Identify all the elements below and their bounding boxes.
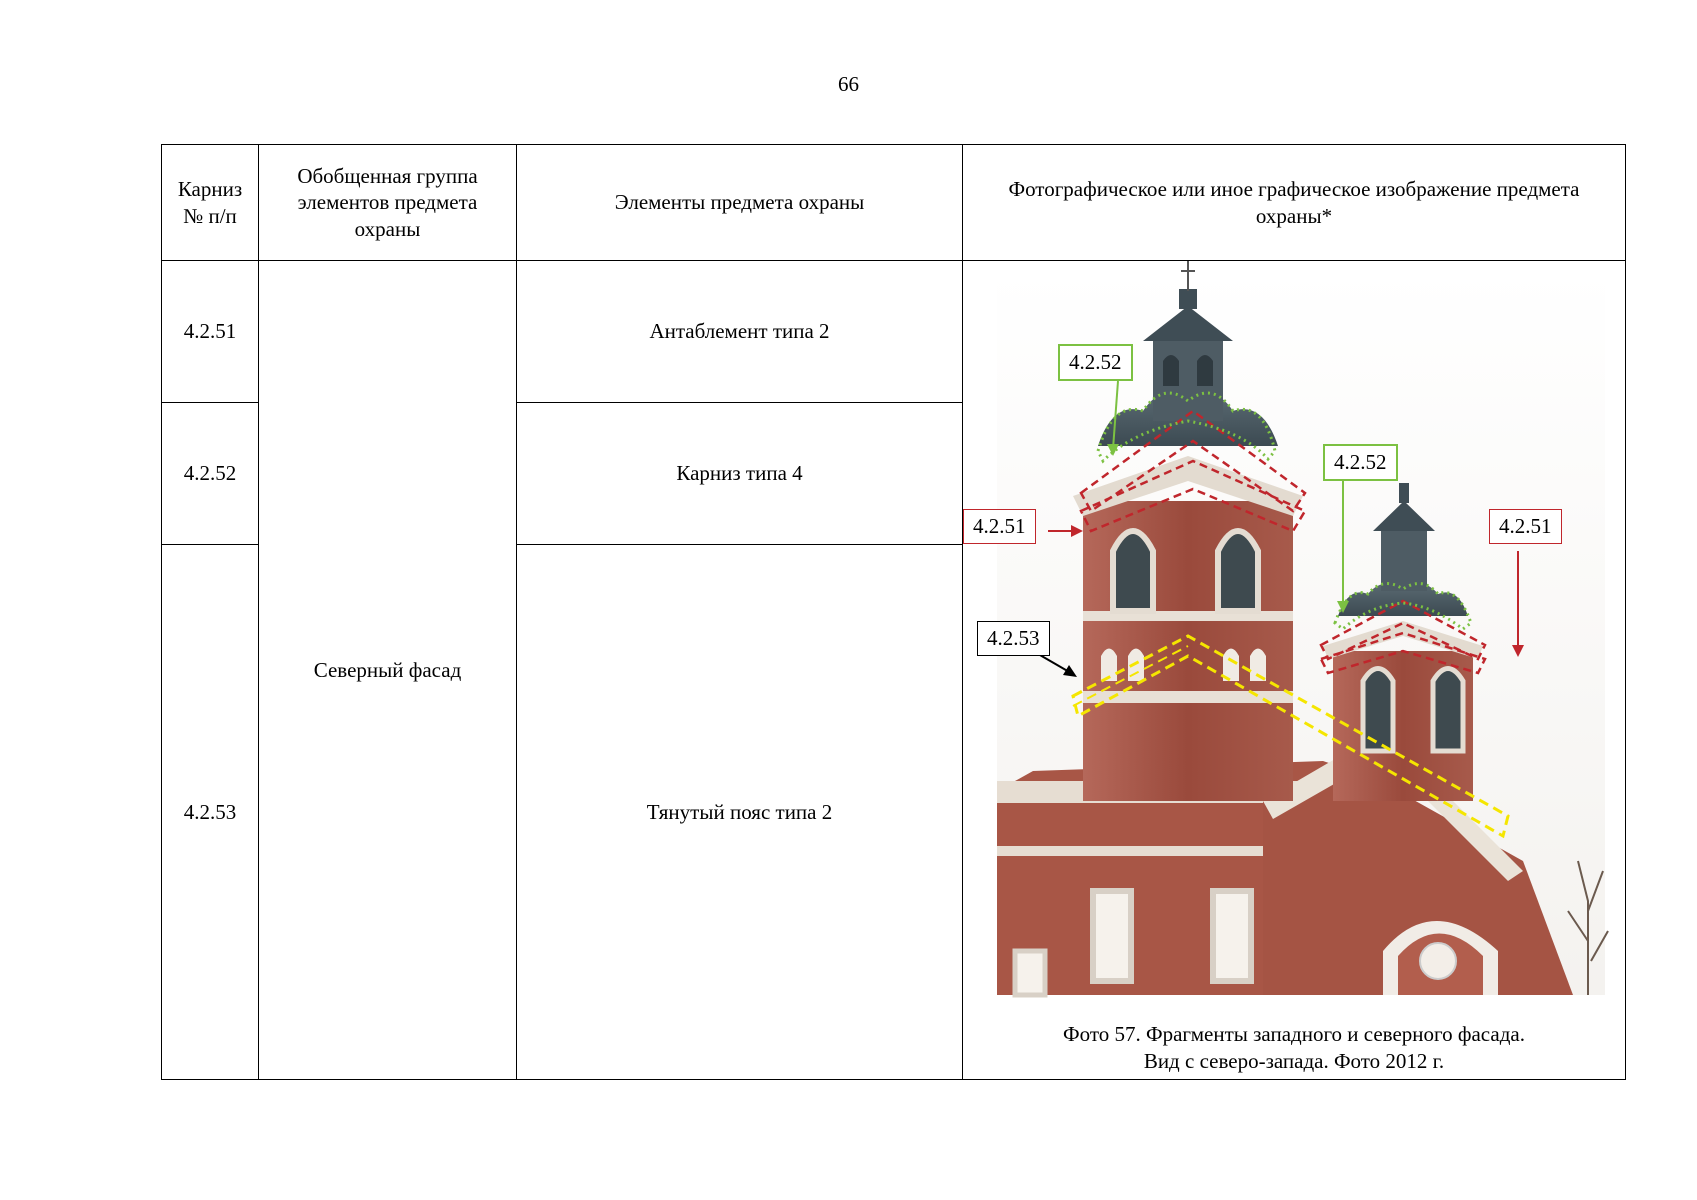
church-photo <box>963 261 1625 1076</box>
row-num: 4.2.53 <box>162 545 259 1080</box>
photo-wrap <box>963 261 1625 1076</box>
header-row <box>162 145 1626 261</box>
page-number: 66 <box>838 72 859 96</box>
group-cell: Северный фасад <box>259 261 517 1080</box>
protection-table <box>161 144 1626 1080</box>
caption-line-1: Фото 57. Фрагменты западного и северного фасада. <box>1063 1022 1525 1046</box>
row-num: 4.2.52 <box>162 403 259 545</box>
label-4-2-52-green-right: 4.2.52 <box>1323 444 1398 481</box>
photo-caption <box>963 1021 1625 1076</box>
label-4-2-51-red-left: 4.2.51 <box>963 509 1036 544</box>
photo-cell <box>963 261 1626 1080</box>
row-element: Антаблемент типа 2 <box>517 261 963 403</box>
caption-line-2: Вид с северо-запада. Фото 2012 г. <box>1143 1049 1445 1074</box>
row-element: Карниз типа 4 <box>517 403 963 545</box>
table-row <box>162 261 1626 403</box>
row-element: Тянутый пояс типа 2 <box>517 545 963 1080</box>
label-4-2-51-red-right: 4.2.51 <box>1489 509 1562 544</box>
label-4-2-53: 4.2.53 <box>977 621 1050 656</box>
label-4-2-52-green-left: 4.2.52 <box>1058 344 1133 381</box>
header-num: Карниз № п/п <box>162 145 259 261</box>
header-elements: Элементы предмета охраны <box>517 145 963 261</box>
header-group: Обобщенная группа элементов предмета охраны <box>259 145 517 261</box>
row-num: 4.2.51 <box>162 261 259 403</box>
header-photo: Фотографическое или иное графическое изображение предмета охраны* <box>963 145 1626 261</box>
